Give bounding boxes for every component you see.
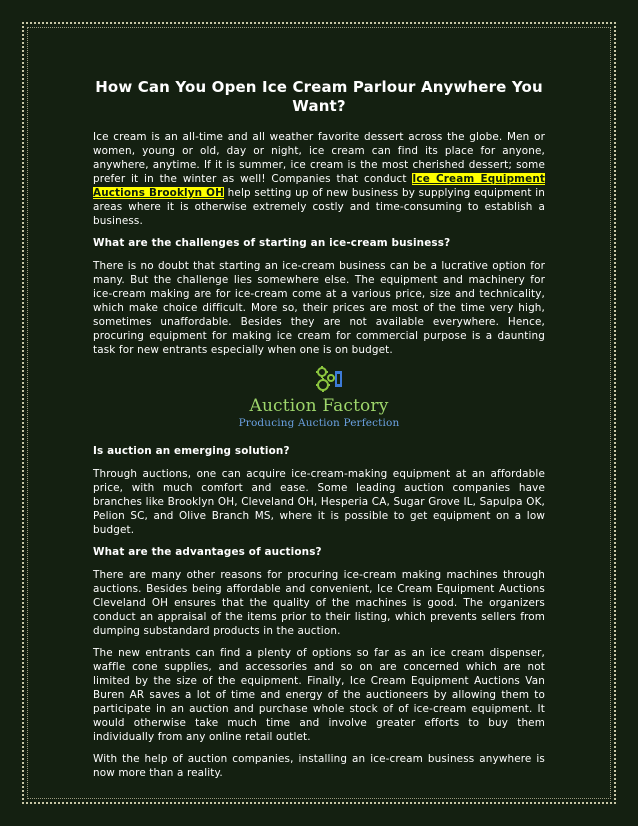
logo-name: Auction Factory	[249, 396, 389, 416]
advantages-paragraph-2: The new entrants can find a plenty of options so far as an ice cream dispenser, waffle cone supplies, and accessories and so on are concerned which are not limited by the size of the equipment. Finally, Ice Cream Equipment Auctions Van Buren AR saves a lot of time and energy of the auctioneers by allowing them to participate in an auction and purchase whole stock of of ice-cream equipment. It would otherwise take much time and involve greater efforts to buy them individually from any online retail outlet.	[93, 647, 545, 743]
heading-emerging: Is auction an emerging solution?	[93, 445, 290, 457]
gears-icon	[314, 365, 344, 395]
logo-tagline: Producing Auction Perfection	[238, 417, 400, 429]
heading-challenges: What are the challenges of starting an ice-cream business?	[93, 237, 451, 249]
auctions-brooklyn-link[interactable]: Ice Cream Equipment Auctions Brooklyn OH	[93, 173, 545, 199]
article-title: How Can You Open Ice Cream Parlour Anywhere You Want?	[95, 78, 543, 115]
intro-text-end: help setting up of new business by supplying equipment in areas where it is otherwise extremely costly and time-consuming to establish a business.	[93, 187, 545, 227]
intro-paragraph	[93, 130, 545, 228]
advantages-paragraph-1: There are many other reasons for procuring ice-cream making machines through auctions. Besides being affordable and convenient, Ice Cream Equipment Auctions Cleveland OH ensures that the quality of the machines is good. The organizers conduct an appraisal of the items prior to their listing, which prevents sellers from dumping substandard products in the auction.	[93, 569, 545, 637]
heading-advantages: What are the advantages of auctions?	[93, 546, 322, 558]
conclusion-paragraph: With the help of auction companies, installing an ice-cream business anywhere is now more than a reality.	[93, 753, 545, 779]
challenges-paragraph: There is no doubt that starting an ice-cream business can be a lucrative option for many. But the challenge lies somewhere else. The equipment and machinery for ice-cream making are for ice-cream come at a various price, size and technicality, which make choice difficult. More so, their prices are most of the time very high, sometimes unaffordable. Besides they are not available everywhere. Hence, procuring equipment for making ice cream for commercial purpose is a daunting task for new entrants especially when one is on budget.	[93, 260, 545, 356]
emerging-paragraph: Through auctions, one can acquire ice-cream-making equipment at an affordable price, with much comfort and ease. Some leading auction companies have branches like Brooklyn OH, Cleveland OH, Hesperia CA, Sugar Grove IL, Sapulpa OK, Pelion SC, and Olive Branch MS, where it is possible to get equipment on a low budget.	[93, 468, 545, 536]
intro-text: Ice cream is an all-time and all weather favorite dessert across the globe. Men or women, young or old, day or night, ice cream can find its place for anyone, anywhere, anytime. If it is summer, ice cream is the most cherished dessert; some prefer it in the winter as well! Companies that conduct	[93, 131, 545, 185]
auction-factory-logo	[93, 365, 545, 430]
article	[93, 78, 545, 788]
